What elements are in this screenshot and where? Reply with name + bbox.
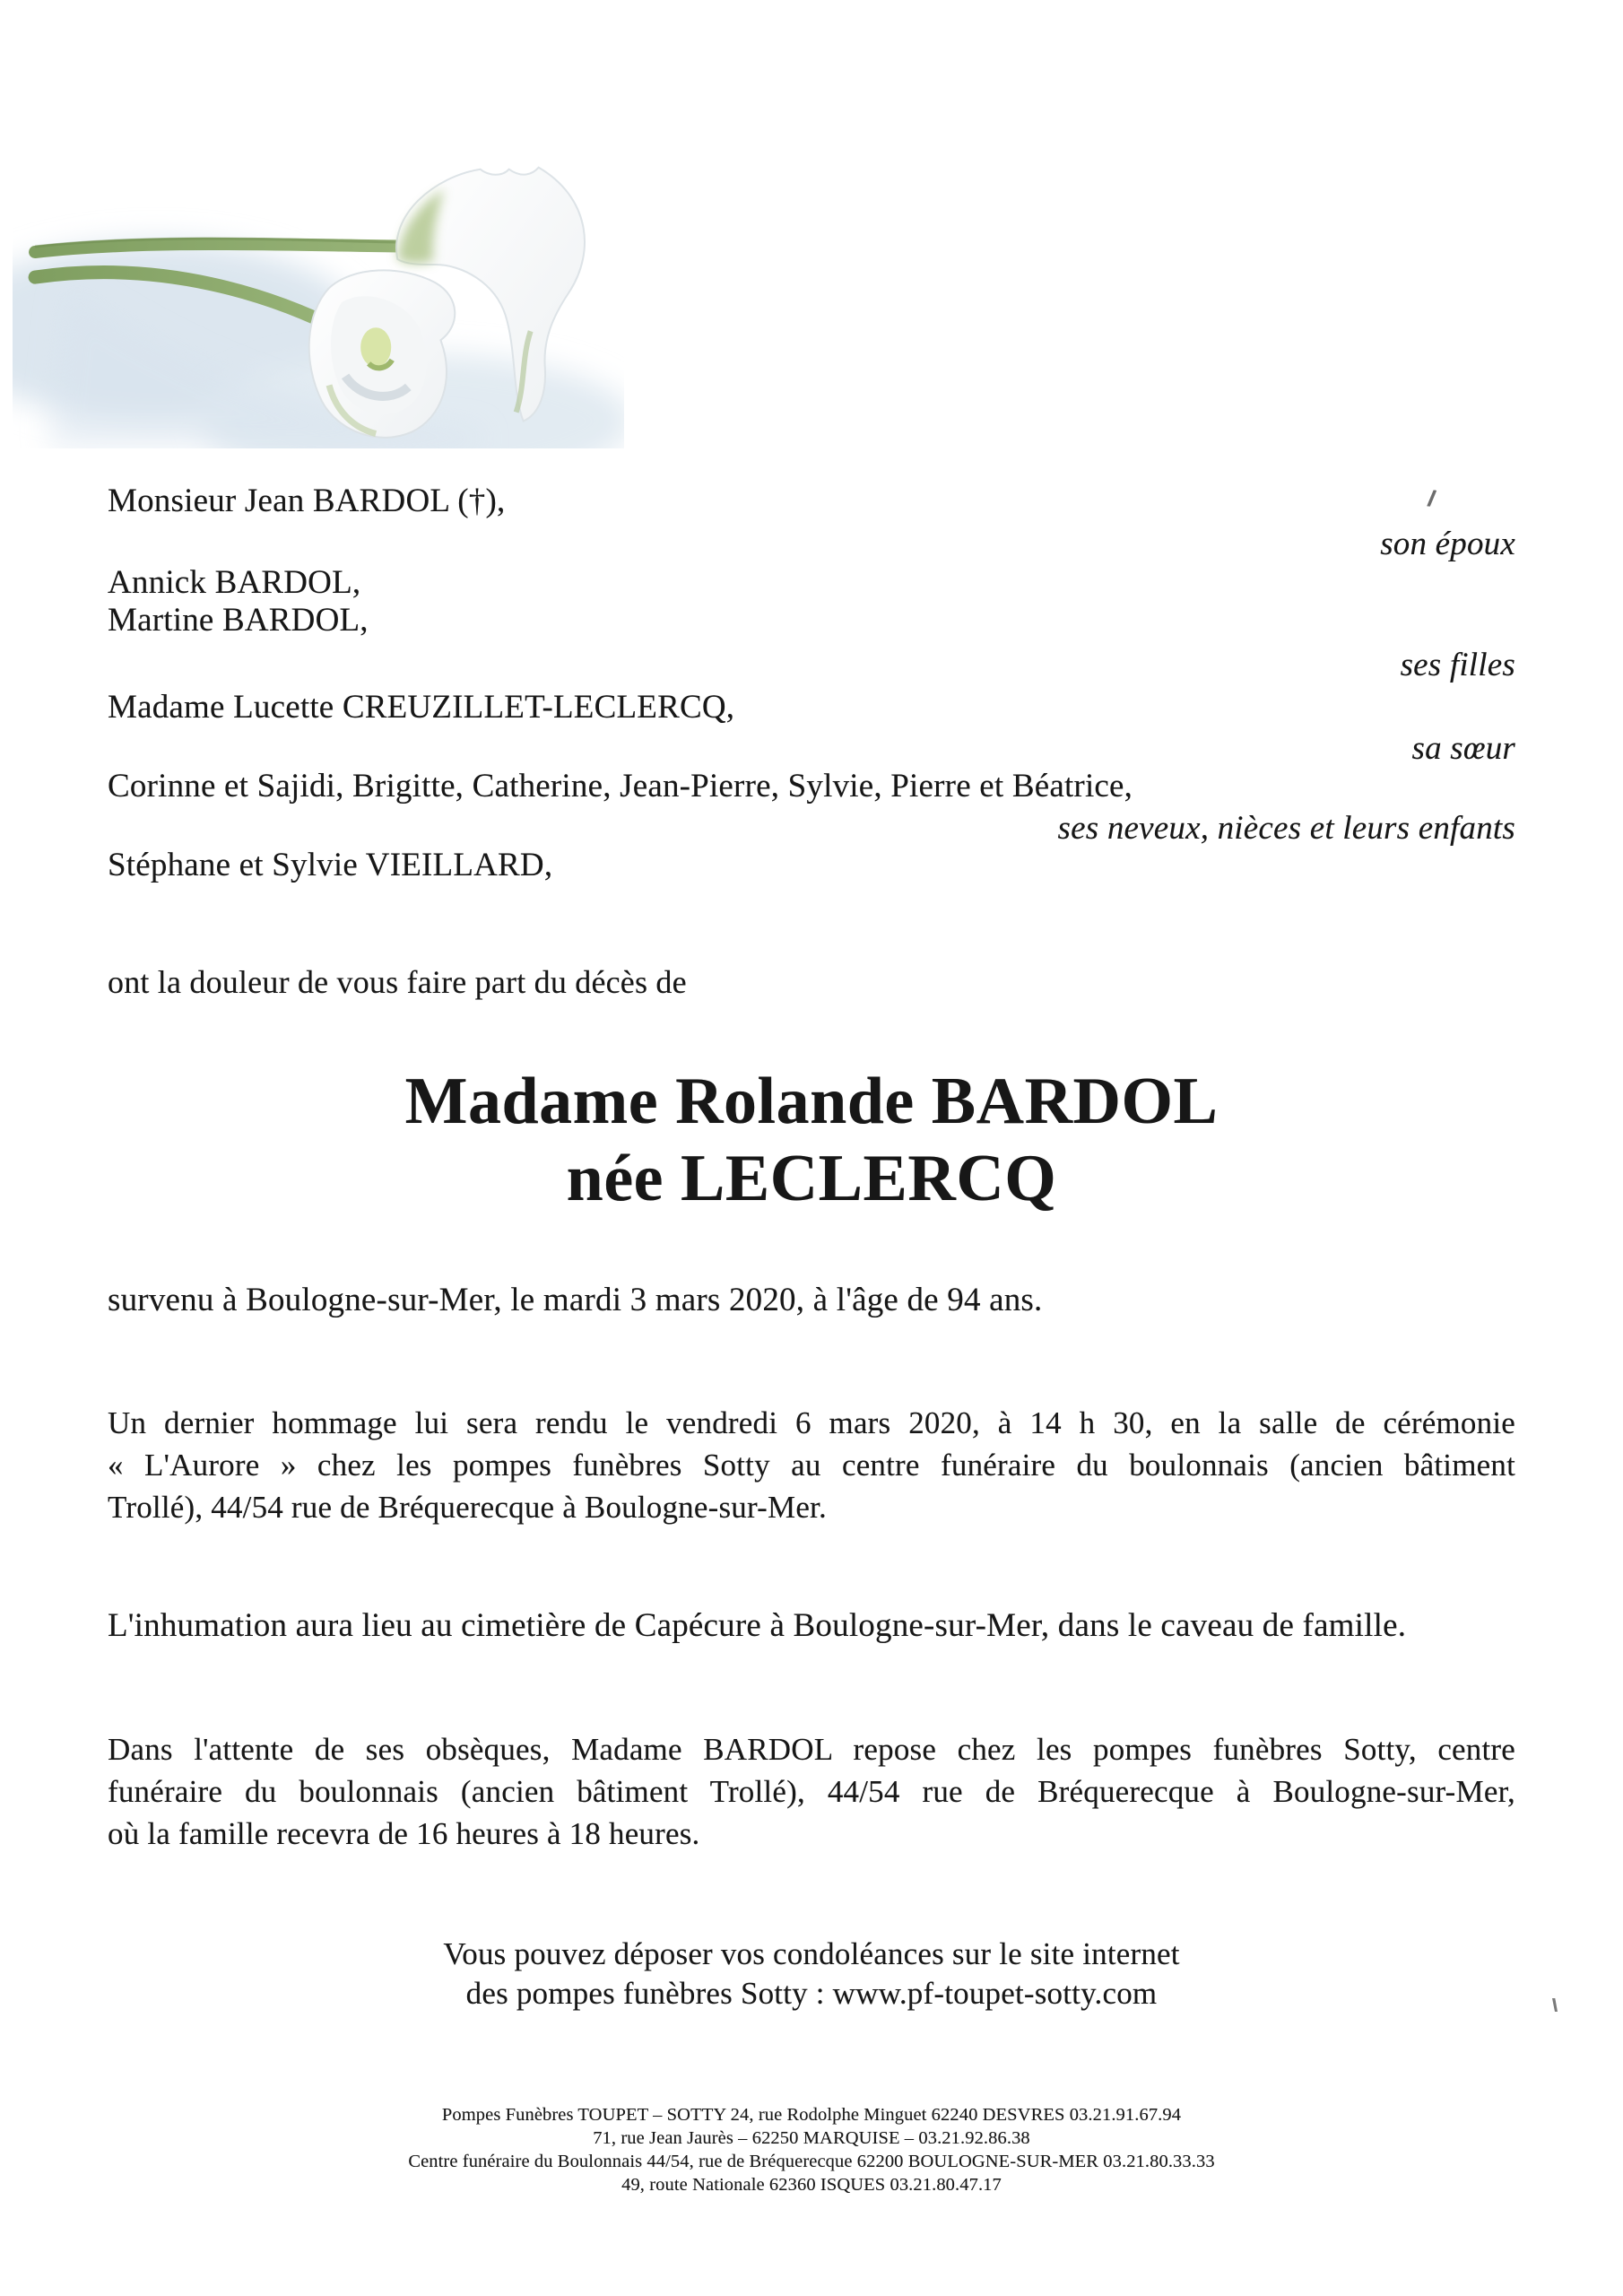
family-daughters-role: ses filles: [1400, 647, 1515, 683]
footer-line-2: 71, rue Jean Jaurès – 62250 MARQUISE – 03.21.92.86.38: [593, 2128, 1030, 2148]
tribute-paragraph: [108, 1402, 1515, 1528]
burial-line: L'inhumation aura lieu au cimetière de Capécure à Boulogne-sur-Mer, dans le caveau de famille.: [108, 1607, 1407, 1644]
footer-line-1: Pompes Funèbres TOUPET – SOTTY 24, rue Rodolphe Minguet 62240 DESVRES 03.21.91.67.94: [441, 2105, 1182, 2125]
family-husband-role: son époux: [1380, 526, 1515, 562]
condolences-block: [108, 1935, 1515, 2013]
announcement-intro: ont la douleur de vous faire part du décès de: [108, 964, 687, 1000]
tribute-line-2: « L'Aurore » chez les pompes funèbres Sotty au centre funéraire du boulonnais (ancien bâtiment: [108, 1448, 1515, 1483]
family-friends-names: Stéphane et Sylvie VIEILLARD,: [108, 847, 553, 883]
repose-paragraph: [108, 1728, 1515, 1855]
condolences-line-2: des pompes funèbres Sotty : www.pf-toupet-sotty.com: [465, 1976, 1158, 2011]
death-line: survenu à Boulogne-sur-Mer, le mardi 3 mars 2020, à l'âge de 94 ans.: [108, 1282, 1043, 1318]
deceased-maiden-name: née LECLERCQ: [566, 1142, 1057, 1215]
tribute-line-1: Un dernier hommage lui sera rendu le vendredi 6 mars 2020, à 14 h 30, en la salle de cérémonie: [108, 1405, 1515, 1440]
calla-lilies-image: [13, 61, 624, 448]
family-nieces-role: ses neveux, nièces et leurs enfants: [1057, 810, 1515, 847]
family-sister-name: Madame Lucette CREUZILLET-LECLERCQ,: [108, 689, 735, 726]
family-husband-name: Monsieur Jean BARDOL (†),: [108, 483, 506, 519]
repose-line-1: Dans l'attente de ses obsèques, Madame BARDOL repose chez les pompes funèbres Sotty, centre: [108, 1732, 1515, 1767]
repose-line-3: où la famille recevra de 16 heures à 18 heures.: [108, 1816, 700, 1851]
funeral-home-footer: [108, 2103, 1515, 2196]
footer-line-3: Centre funéraire du Boulonnais 44/54, rue de Bréquerecque 62200 BOULOGNE-SUR-MER 03.21.80.33.33: [408, 2152, 1215, 2171]
family-nieces-names: Corinne et Sajidi, Brigitte, Catherine, Jean-Pierre, Sylvie, Pierre et Béatrice,: [108, 768, 1133, 804]
family-daughter-1: Annick BARDOL,: [108, 564, 361, 601]
footer-line-4: 49, route Nationale 62360 ISQUES 03.21.80.47.17: [621, 2175, 1002, 2195]
condolences-line-1: Vous pouvez déposer vos condoléances sur le site internet: [443, 1936, 1180, 1971]
calla-lilies-graphic: [13, 61, 624, 448]
tribute-line-3: Trollé), 44/54 rue de Bréquerecque à Boulogne-sur-Mer.: [108, 1490, 827, 1525]
family-daughter-2: Martine BARDOL,: [108, 602, 369, 639]
deceased-name: Madame Rolande BARDOL: [404, 1065, 1219, 1138]
scan-artifact: [1552, 1998, 1558, 2012]
repose-line-2: funéraire du boulonnais (ancien bâtiment Trollé), 44/54 rue de Bréquerecque à Boulogne-sur-Mer,: [108, 1774, 1515, 1809]
family-sister-role: sa sœur: [1411, 730, 1515, 767]
